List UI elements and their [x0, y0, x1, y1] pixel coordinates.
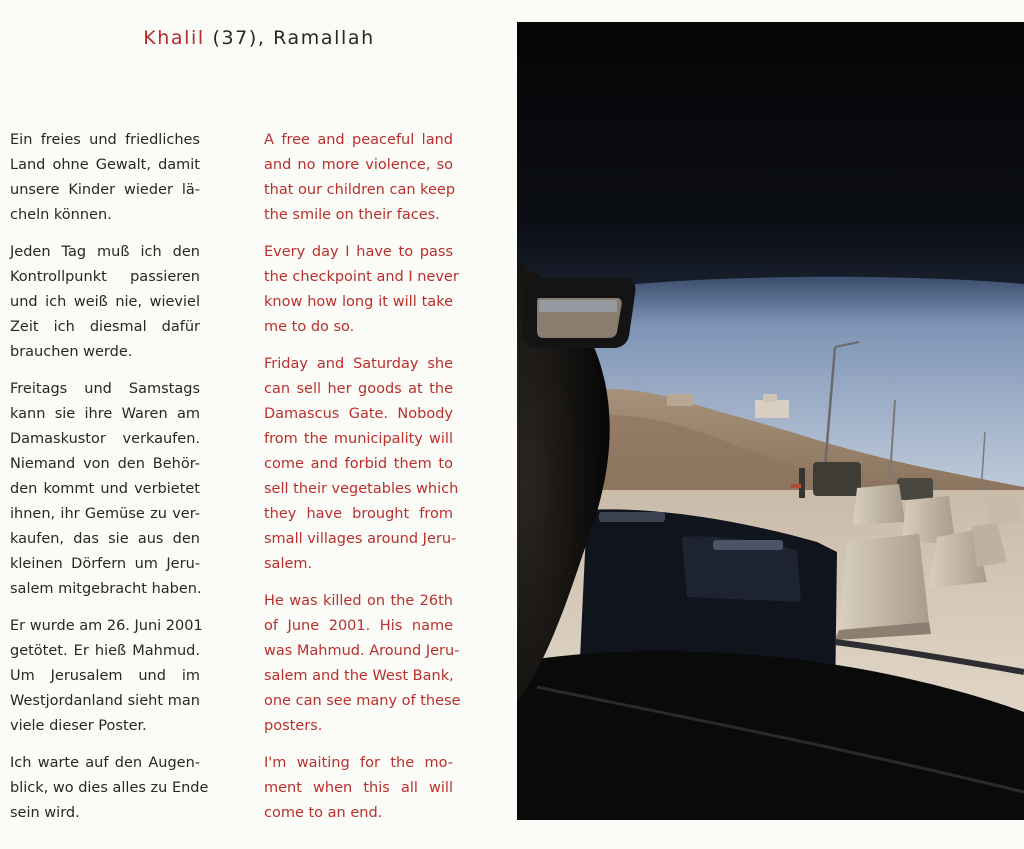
- text-line: kann sie ihre Waren am: [10, 406, 200, 422]
- text-line: come to an end.: [264, 805, 383, 821]
- german-paragraph: [10, 240, 200, 365]
- text-line: kleinen Dörfern um Jeru-: [10, 556, 200, 572]
- english-paragraph: [264, 589, 461, 739]
- text-line: they have brought from: [264, 506, 453, 522]
- english-paragraph: [264, 128, 456, 228]
- text-line: the smile on their faces.: [264, 207, 440, 223]
- text-line: brauchen werde.: [10, 344, 133, 360]
- text-line: and no more violence, so: [264, 157, 453, 173]
- text-line: the checkpoint and I never: [264, 269, 459, 285]
- text-line: Ein freies und friedliches: [10, 132, 200, 148]
- text-line: of June 2001. His name: [264, 618, 453, 634]
- german-paragraph: [10, 614, 203, 739]
- text-line: He was killed on the 26th: [264, 593, 453, 609]
- text-line: me to do so.: [264, 319, 355, 335]
- text-line: unsere Kinder wieder lä-: [10, 182, 200, 198]
- text-line: one can see many of these: [264, 693, 461, 709]
- page-title: [0, 27, 518, 49]
- german-paragraph: [10, 751, 209, 826]
- german-paragraph: [10, 377, 200, 602]
- text-line: Damaskustor verkaufen.: [10, 431, 200, 447]
- text-line: ment when this all will: [264, 780, 453, 796]
- text-line: sein wird.: [10, 805, 80, 821]
- text-line: Freitags und Samstags: [10, 381, 200, 397]
- text-line: ihnen, ihr Gemüse zu ver-: [10, 506, 200, 522]
- text-line: salem mitgebracht haben.: [10, 581, 202, 597]
- text-line: Every day I have to pass: [264, 244, 453, 260]
- text-line: Niemand von den Behör-: [10, 456, 200, 472]
- text-line: viele dieser Poster.: [10, 718, 147, 734]
- person-age: (37),: [212, 27, 266, 49]
- english-paragraph: [264, 751, 453, 826]
- text-line: getötet. Er hieß Mahmud.: [10, 643, 200, 659]
- text-line: Jeden Tag muß ich den: [10, 244, 200, 260]
- text-line: cheln können.: [10, 207, 112, 223]
- text-line: come and forbid them to: [264, 456, 453, 472]
- english-paragraph: [264, 352, 459, 577]
- text-line: know how long it will take: [264, 294, 453, 310]
- text-line: salem.: [264, 556, 313, 572]
- text-line: Damascus Gate. Nobody: [264, 406, 453, 422]
- text-line: den kommt und verbietet: [10, 481, 200, 497]
- text-line: small villages around Jeru-: [264, 531, 457, 547]
- person-name: Khalil: [143, 27, 205, 49]
- text-line: Friday and Saturday she: [264, 356, 453, 372]
- text-line: was Mahmud. Around Jeru-: [264, 643, 460, 659]
- german-text-column: [10, 128, 209, 838]
- text-line: Westjordanland sieht man: [10, 693, 200, 709]
- text-line: blick, wo dies alles zu Ende: [10, 780, 209, 796]
- text-line: A free and peaceful land: [264, 132, 453, 148]
- checkpoint-photo: [517, 22, 1024, 820]
- english-text-column: [264, 128, 461, 838]
- text-line: Ich warte auf den Augen-: [10, 755, 200, 771]
- text-line: und ich weiß nie, wieviel: [10, 294, 200, 310]
- text-line: from the municipality will: [264, 431, 453, 447]
- text-line: sell their vegetables which: [264, 481, 459, 497]
- text-line: Er wurde am 26. Juni 2001: [10, 618, 203, 634]
- text-line: kaufen, das sie aus den: [10, 531, 200, 547]
- text-line: salem and the West Bank,: [264, 668, 454, 684]
- text-line: posters.: [264, 718, 323, 734]
- person-city: Ramallah: [273, 27, 375, 49]
- text-line: Kontrollpunkt passieren: [10, 269, 200, 285]
- german-paragraph: [10, 128, 200, 228]
- text-line: Zeit ich diesmal dafür: [10, 319, 200, 335]
- text-line: Um Jerusalem und im: [10, 668, 200, 684]
- text-line: can sell her goods at the: [264, 381, 453, 397]
- english-paragraph: [264, 240, 459, 340]
- text-line: I'm waiting for the mo-: [264, 755, 453, 771]
- text-line: Land ohne Gewalt, damit: [10, 157, 200, 173]
- text-line: that our children can keep: [264, 182, 456, 198]
